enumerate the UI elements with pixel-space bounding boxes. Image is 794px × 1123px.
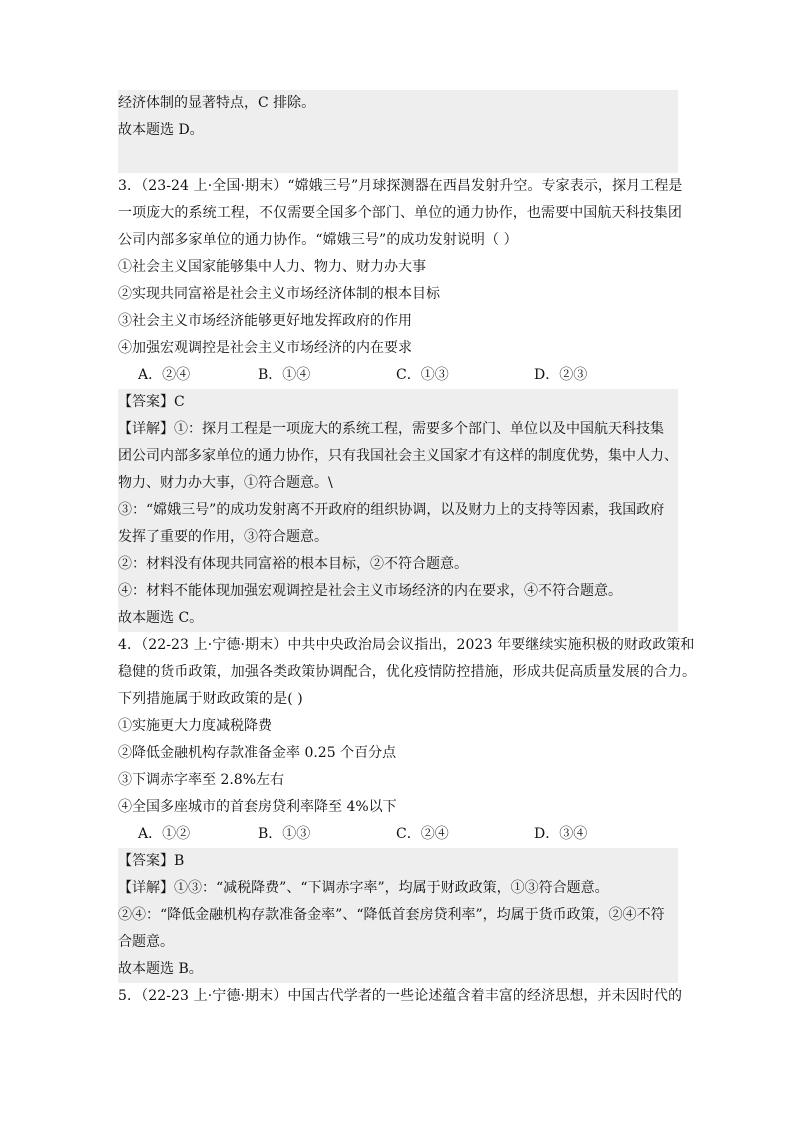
q3-conclusion: 故本题选 C。 [118, 605, 678, 632]
q4-option-a: A．①② [138, 826, 191, 842]
document-content [118, 90, 697, 1010]
q4-explain-line-3: 合题意。 [118, 929, 678, 956]
q3-answer: 【答案】C [118, 389, 678, 416]
q4-item-1: ①实施更大力度减税降费 [118, 718, 272, 734]
q3-stem-line-2: 一项庞大的系统工程，不仅需要全国多个部门、单位的通力协作，也需要中国航天科技集团 [118, 205, 682, 221]
prev-conclusion: 故本题选 D。 [118, 117, 678, 144]
q4-explain-line-2: ②④：“降低金融机构存款准备金率”、“降低首套房贷利率”，均属于货币政策，②④不符 [118, 902, 678, 929]
q4-explain-line-1: 【详解】①③：“减税降费”、“下调赤字率”，均属于财政政策，①③符合题意。 [118, 875, 678, 902]
q4-stem-line-3: 下列措施属于财政政策的是( ) [118, 691, 303, 707]
q3-option-d: D．②③ [534, 367, 588, 383]
q3-explain-line-5: 发挥了重要的作用，③符合题意。 [118, 524, 678, 551]
q3-explain-line-1: 【详解】①：探月工程是一项庞大的系统工程，需要多个部门、单位以及中国航天科技集 [118, 416, 678, 443]
q3-item-2: ②实现共同富裕是社会主义市场经济体制的根本目标 [118, 286, 440, 302]
q3-option-b: B．①④ [258, 367, 311, 383]
q3-explain-line-7: ④：材料不能体现加强宏观调控是社会主义市场经济的内在要求，④不符合题意。 [118, 578, 678, 605]
q3-explain-line-2: 团公司内部多家单位的通力协作，只有我国社会主义国家才有这样的制度优势，集中人力、 [118, 443, 678, 470]
q3-explain-line-4: ③：“嫦娥三号”的成功发射离不开政府的组织协调，以及财力上的支持等因素，我国政府 [118, 497, 678, 524]
q4-options [118, 821, 678, 848]
q4-stem-line-2: 稳健的货币政策，加强各类政策协调配合，优化疫情防控措施，形成共促高质量发展的合力。 [118, 664, 697, 680]
q4-option-c: C．②④ [396, 826, 449, 842]
q4-item-4: ④全国多座城市的首套房贷利率降至 4%以下 [118, 799, 397, 815]
q3-item-4: ④加强宏观调控是社会主义市场经济的内在要求 [118, 340, 412, 356]
q4-stem-line-1: 4．（22-23 上·宁德·期末）中共中央政治局会议指出，2023 年要继续实施积极的财政政策和 [118, 637, 695, 653]
q3-option-a: A．②④ [138, 367, 191, 383]
q3-stem-line-3: 公司内部多家单位的通力协作。“嫦娥三号”的成功发射说明（ ） [118, 232, 518, 248]
q3-explain-line-3: 物力、财力办大事，①符合题意。\ [118, 470, 678, 497]
q3-item-1: ①社会主义国家能够集中人力、物力、财力办大事 [118, 259, 426, 275]
q3-item-3: ③社会主义市场经济能够更好地发挥政府的作用 [118, 313, 412, 329]
prev-explain-line: 经济体制的显著特点，C 排除。 [118, 90, 678, 117]
q3-stem-line-1: 3．（23-24 上·全国·期末）“嫦娥三号”月球探测器在西昌发射升空。专家表示，探月工程是 [118, 178, 683, 194]
q3-explain-line-6: ②：材料没有体现共同富裕的根本目标，②不符合题意。 [118, 551, 678, 578]
q4-item-3: ③下调赤字率至 2.8%左右 [118, 772, 285, 788]
q4-answer: 【答案】B [118, 848, 678, 875]
q4-option-b: B．①③ [258, 826, 311, 842]
q4-item-2: ②降低金融机构存款准备金率 0.25 个百分点 [118, 745, 397, 761]
answer-block-spacer [118, 144, 678, 173]
q5-stem-line-1: 5．（22-23 上·宁德·期末）中国古代学者的一些论述蕴含着丰富的经济思想，并未因时代的 [118, 988, 683, 1004]
q4-conclusion: 故本题选 B。 [118, 956, 678, 983]
q3-option-c: C．①③ [396, 367, 449, 383]
q4-option-d: D．③④ [534, 826, 588, 842]
q3-options [118, 362, 678, 389]
